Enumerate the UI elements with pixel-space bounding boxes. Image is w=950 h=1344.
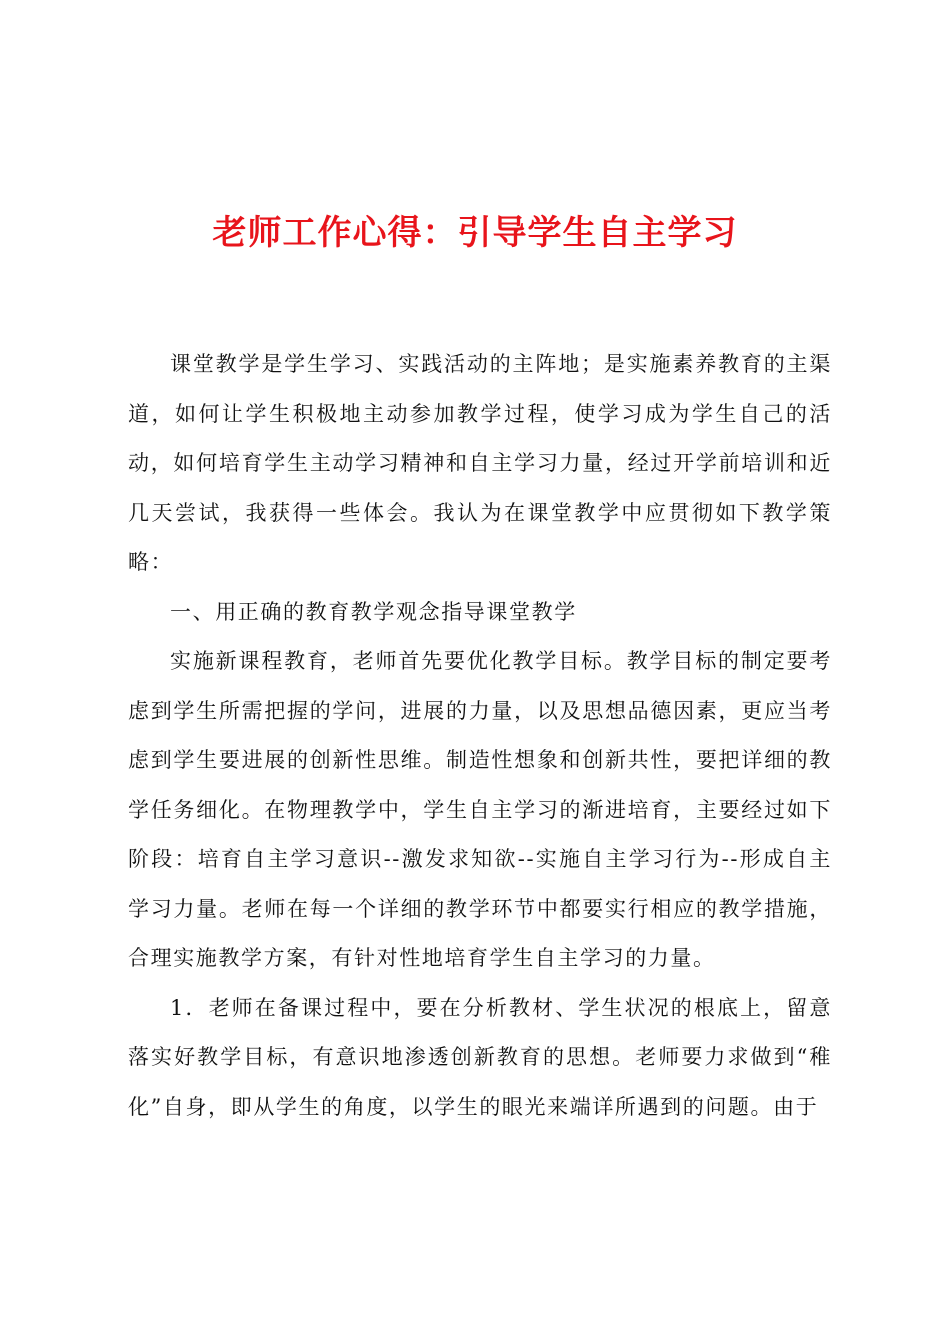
paragraph-objectives: 实施新课程教育，老师首先要优化教学目标。教学目标的制定要考虑到学生所需把握的学问，进展的力量，以及思想品德因素，更应当考虑到学生要进展的创新性思维。制造性想象和创新共性，要把详细的教学任务细化。在物理教学中，学生自主学习的渐进培育，主要经过如下阶段：培育自主学习意识--激发求知欲--实施自主学习行为--形成自主学习力量。老师在每一个详细的教学环节中都要实行相应的教学措施，合理实施教学方案，有针对性地培育学生自主学习的力量。 [128, 649, 832, 970]
document-title: 老师工作心得：引导学生自主学习 [212, 213, 738, 253]
paragraph-point-1: 1．老师在备课过程中，要在分析教材、学生状况的根底上，留意落实好教学目标，有意识地渗透创新教育的思想。老师要力求做到“稚化”自身，即从学生的角度，以学生的眼光来端详所遇到的问题。由于 [128, 995, 832, 1119]
paragraph-intro: 课堂教学是学生学习、实践活动的主阵地；是实施素养教育的主渠道，如何让学生积极地主动参加教学过程，使学习成为学生自己的活动，如何培育学生主动学习精神和自主学习力量，经过开学前培训和近几天尝试，我获得一些体会。我认为在课堂教学中应贯彻如下教学策略： [128, 352, 832, 574]
section-heading-1: 一、用正确的教育教学观念指导课堂教学 [170, 599, 577, 624]
document-body [128, 340, 832, 1132]
